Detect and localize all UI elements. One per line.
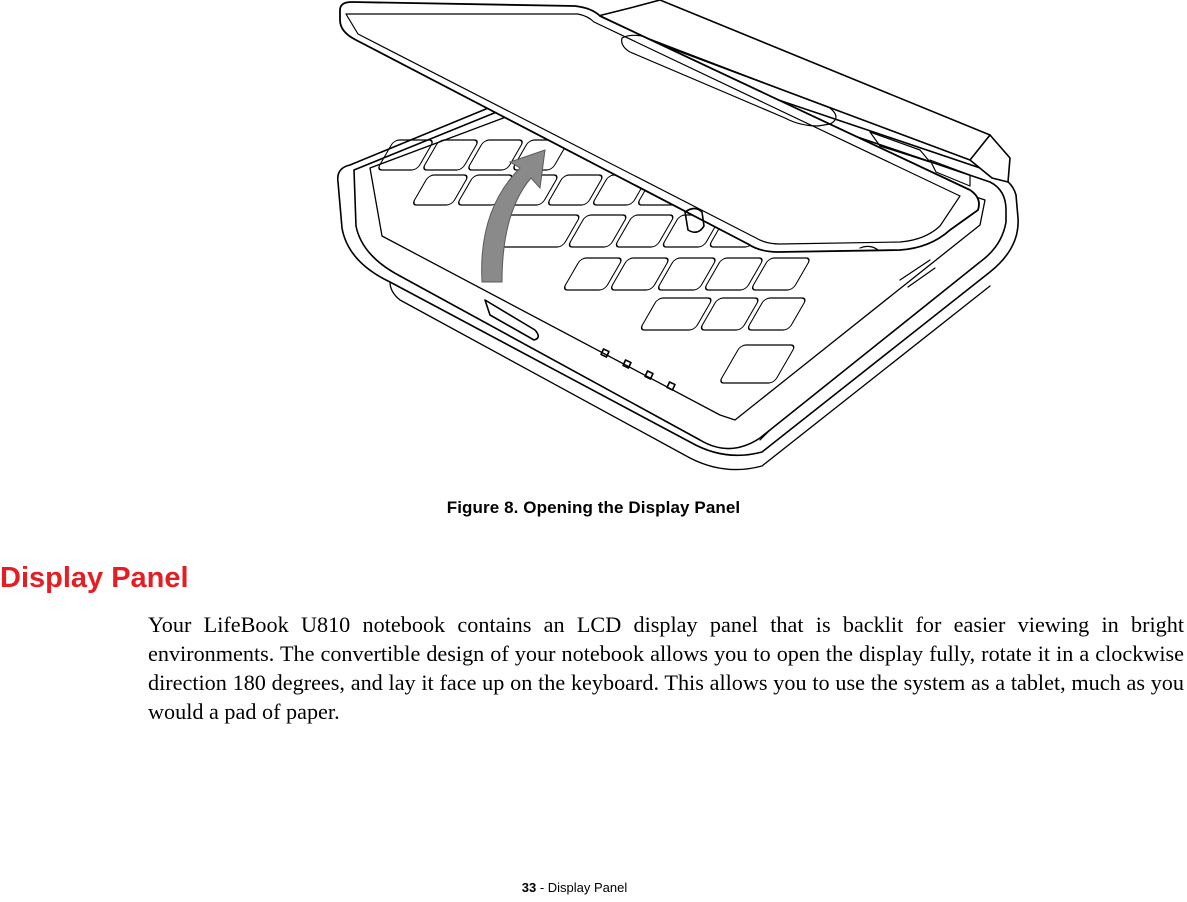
laptop-illustration-icon — [330, 0, 1030, 475]
section-title: Display Panel — [0, 562, 189, 594]
page-number: 33 — [521, 880, 537, 895]
figure-illustration — [330, 0, 1030, 475]
footer-separator: - — [536, 880, 548, 895]
figure-caption: Figure 8. Opening the Display Panel — [446, 498, 741, 517]
footer-section-name: Display Panel — [547, 880, 628, 895]
page-footer — [0, 880, 1149, 895]
body-paragraph: Your LifeBook U810 notebook contains an LCD display panel that is backlit for easier viewing in bright environments. The convertible design of your notebook allows you to open the display fully, rotate it in a clockwise direction 180 degrees, and lay it face up on the keyboard. This allows you to use the system as a tablet, much as you would a pad of paper. — [148, 612, 1184, 724]
